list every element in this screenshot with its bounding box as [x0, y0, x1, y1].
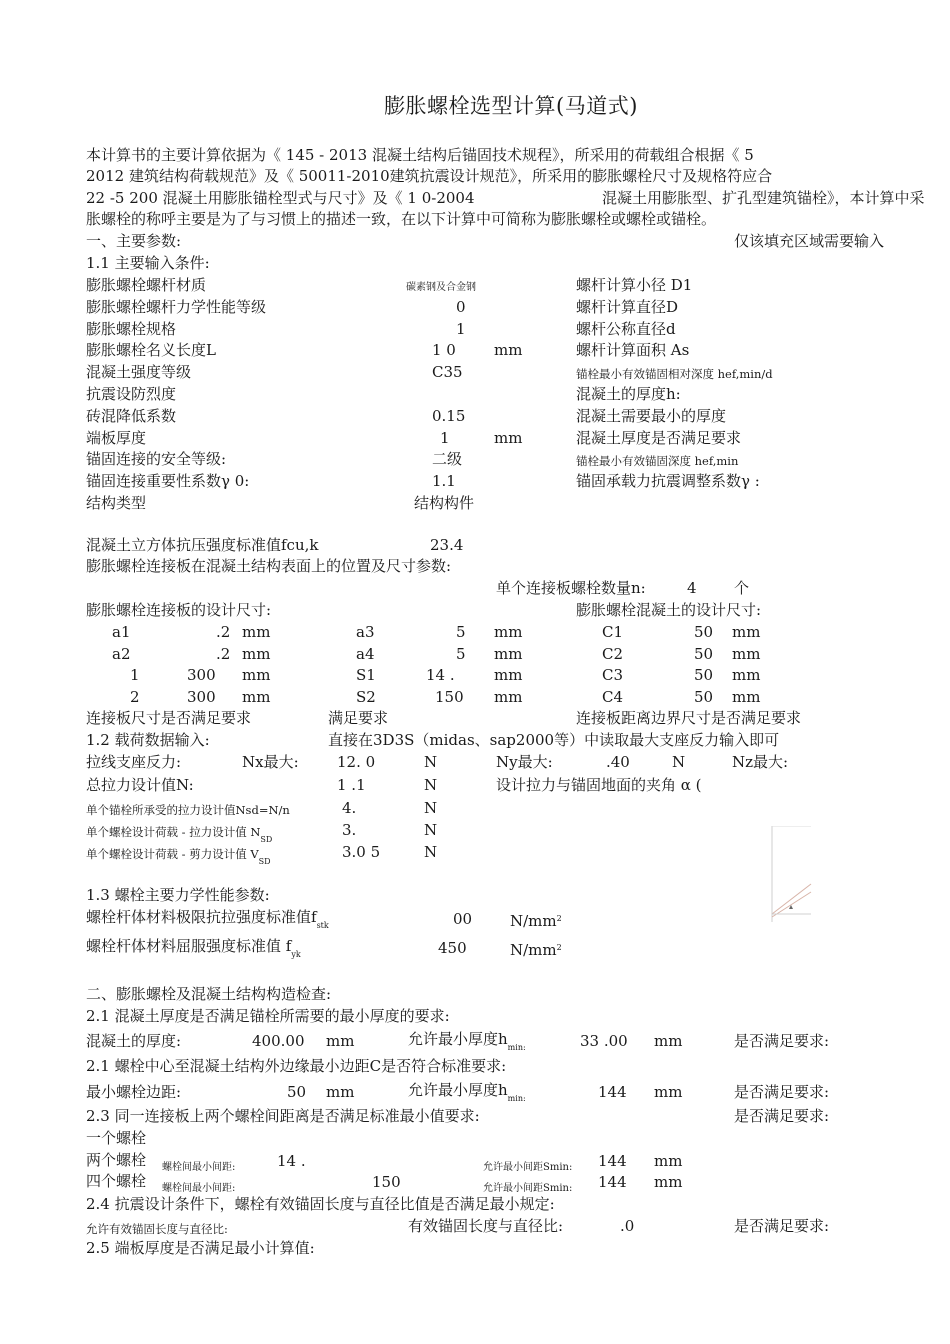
fyk-unit: $N/mm^2$ [510, 941, 562, 959]
dim-unit: mm [732, 623, 761, 641]
allow-edge-value: 144 [598, 1083, 627, 1101]
param-label: 砖混降低系数 [86, 406, 177, 425]
param-label-right: 螺杆计算面积 As [576, 341, 690, 360]
dim-name: S1 [356, 666, 376, 685]
one-bolt-label: 一个螺栓 [86, 1129, 147, 1147]
dim-value[interactable]: 300 [187, 666, 216, 685]
param-label: 抗震设防烈度 [86, 385, 177, 403]
dim-name: 1 [130, 666, 140, 685]
param-label-right: 螺杆计算直径D [576, 297, 679, 316]
load-input-note: 直接在3D3S（midas、sap2000等）中读取最大支座反力输入即可 [328, 731, 780, 749]
subsection-1-2: 1.2 载荷数据输入: [86, 731, 210, 749]
dim-name: 2 [130, 687, 140, 706]
ny-unit: N [672, 753, 686, 771]
dim-value[interactable]: .2 [216, 623, 231, 641]
two-bolt-smin-label: 允许最小间距Smin: [483, 1162, 573, 1173]
subsection-2-5: 2.5 端板厚度是否满足最小计算值: [86, 1239, 315, 1257]
subsection-2-4: 2.4 抗震设计条件下，螺栓有效锚固长度与直径比值是否满足最小规定: [86, 1195, 555, 1213]
section-1-heading: 一、主要参数: [86, 232, 182, 250]
dim-name: C4 [602, 687, 624, 706]
dim-unit: mm [494, 644, 523, 663]
design-shear-label: 单个螺栓设计荷载 - 剪力设计值 $V_{SD}$ [86, 847, 271, 866]
param-label-right: 混凝土需要最小的厚度 [576, 406, 727, 425]
dim-name: C2 [602, 644, 624, 663]
dim-value[interactable]: 150 [435, 687, 464, 706]
fyk-label: 螺栓杆体材料屈服强度标准值 $f_{yk}$ [86, 937, 301, 959]
edge-ok-check-label: 是否满足要求: [734, 1083, 830, 1101]
fstk-unit: $N/mm^2$ [510, 912, 562, 930]
four-bolt-spacing-label: 螺栓间最小间距: [162, 1183, 236, 1194]
page-title: 膨胀螺栓选型计算(马道式) [384, 94, 638, 118]
param-unit: mm [494, 428, 523, 447]
thickness-ok-label: 是否满足要求: [734, 1032, 830, 1050]
dim-unit: mm [732, 666, 761, 685]
dim-value[interactable]: 50 [694, 623, 714, 641]
section-2-heading: 二、膨胀螺栓及混凝土结构构造检查: [86, 985, 332, 1003]
dim-value[interactable]: 50 [694, 687, 714, 706]
ny-label: Ny最大: [496, 753, 553, 771]
param-label-right: 锚栓最小有效锚固相对深度 hef,min/d [576, 367, 773, 382]
subsection-1-3: 1.3 螺栓主要力学性能参数: [86, 886, 270, 904]
reaction-label: 拉线支座反力: [86, 753, 182, 771]
nx-unit: N [424, 753, 438, 771]
design-tension-unit: N [424, 821, 438, 839]
param-label-right: 混凝土厚度是否满足要求 [576, 428, 742, 447]
angle-label: 设计拉力与锚固地面的夹角 α ( [496, 776, 702, 794]
dim-value[interactable]: 5 [456, 644, 466, 663]
concrete-thickness-value: 400.00 [252, 1032, 305, 1050]
dim-name: C1 [602, 623, 624, 641]
dim-value[interactable]: 5 [456, 623, 466, 641]
two-bolt-label: 两个螺栓 [86, 1151, 147, 1169]
subsection-2-2: 2.1 螺栓中心至混凝土结构外边缘最小边距C是否符合标准要求: [86, 1057, 507, 1075]
plate-dim-label: 膨胀螺栓连接板的设计尺寸: [86, 601, 272, 619]
dim-name: S2 [356, 687, 376, 706]
fcu-value[interactable]: 23.4 [430, 536, 464, 554]
plate-position-label: 膨胀螺栓连接板在混凝土结构表面上的位置及尺寸参数: [86, 557, 452, 575]
dim-unit: mm [242, 623, 271, 641]
dim-unit: mm [494, 666, 523, 685]
param-label: 锚固连接重要性系数γ 0: [86, 472, 250, 491]
dim-unit: mm [242, 644, 271, 663]
two-bolt-smin-unit: mm [654, 1152, 683, 1170]
param-value[interactable]: 二级 [432, 450, 463, 469]
param-value[interactable]: 结构构件 [414, 494, 475, 512]
concrete-thickness-label: 混凝土的厚度: [86, 1032, 182, 1050]
param-label-right: 混凝土的厚度h: [576, 385, 681, 403]
min-edge-unit: mm [326, 1083, 355, 1101]
dim-unit: mm [242, 687, 271, 706]
intro-line-4: 胀螺栓的称呼主要是为了与习惯上的描述一致，在以下计算中可简称为膨胀螺栓或螺栓或锚栓。 [86, 210, 717, 228]
dim-unit: mm [732, 687, 761, 706]
param-label: 膨胀螺栓规格 [86, 319, 177, 338]
ratio-value: .0 [620, 1217, 635, 1235]
intro-line-2: 2012 建筑结构荷载规范》及《 50011-2010建筑抗震设计规范》，所采用的膨胀螺栓尺寸及规格符应合 [86, 167, 773, 185]
plate-ok-value: 满足要求 [328, 709, 389, 727]
param-label: 膨胀螺栓螺杆材质 [86, 276, 207, 294]
min-thickness-label: 允许最小厚度$h_{min:}$ [408, 1030, 526, 1052]
param-label-right: 螺杆计算小径 D1 [576, 276, 693, 294]
intro-line-3a: 22 -5 200 混凝土用膨胀锚栓型式与尺寸》及《 1 0-2004 [86, 189, 475, 207]
angle-diagram [771, 826, 813, 922]
min-edge-value: 50 [287, 1083, 307, 1101]
edge-ok-label: 连接板距离边界尺寸是否满足要求 [576, 709, 802, 727]
dim-name: a3 [356, 623, 375, 641]
total-tension-unit: N [424, 776, 438, 794]
param-value[interactable]: 1 [456, 319, 466, 338]
input-note: 仅该填充区域需要输入 [734, 232, 885, 250]
param-label-right: 锚固承载力抗震调整系数γ : [576, 472, 760, 491]
dim-name: C3 [602, 666, 624, 685]
two-bolt-spacing-value: 14 . [277, 1152, 306, 1170]
intro-line-1: 本计算书的主要计算依据为《 145 - 2013 混凝土结构后锚固技术规程》，所采用的荷载组合根据《 5 [86, 146, 754, 164]
param-value[interactable]: C35 [432, 363, 463, 382]
four-bolt-smin-unit: mm [654, 1173, 683, 1191]
dim-value[interactable]: 50 [694, 644, 714, 663]
allow-edge-unit: mm [654, 1083, 683, 1101]
dim-value[interactable]: .2 [216, 644, 231, 663]
four-bolt-spacing-value: 150 [372, 1173, 401, 1191]
param-value[interactable]: 1.1 [432, 472, 456, 491]
intro-line-3b: 混凝土用膨胀型、扩孔型建筑锚栓》，本计算中采 [602, 189, 925, 207]
nx-label: Nx最大: [242, 753, 299, 771]
fstk-value: 00 [453, 910, 473, 928]
param-label-right: 锚栓最小有效锚固深度 hef,min [576, 454, 739, 469]
min-edge-label: 最小螺栓边距: [86, 1083, 182, 1101]
bolt-count-label: 单个连接板螺栓数量n: [496, 579, 646, 597]
nx-value[interactable]: 12. 0 [337, 753, 376, 771]
bolt-count-unit: 个 [734, 579, 750, 597]
nsd-value: 4. [342, 799, 357, 817]
dim-value[interactable]: 50 [694, 666, 714, 685]
fstk-label: 螺栓杆体材料极限抗拉强度标准值$f_{stk}$ [86, 908, 329, 930]
ratio-label: 有效锚固长度与直径比: [408, 1217, 564, 1235]
param-label: 端板厚度 [86, 428, 147, 447]
two-bolt-spacing-label: 螺栓间最小间距: [162, 1162, 236, 1173]
param-value[interactable]: 1 [440, 428, 450, 447]
total-tension-value: 1 .1 [337, 776, 366, 794]
param-label: 结构类型 [86, 494, 147, 512]
param-value[interactable]: 0.15 [432, 406, 466, 425]
concrete-dim-label: 膨胀螺栓混凝土的设计尺寸: [576, 601, 762, 619]
nsd-unit: N [424, 799, 438, 817]
four-bolt-label: 四个螺栓 [86, 1172, 147, 1190]
nsd-label: 单个锚栓所承受的拉力设计值Nsd=N/n [86, 803, 290, 817]
dim-unit: mm [494, 687, 523, 706]
allow-ratio-label: 允许有效锚固长度与直径比: [86, 1222, 228, 1236]
bolt-count-value[interactable]: 4 [687, 579, 697, 597]
nz-label: Nz最大: [732, 753, 789, 771]
two-bolt-smin-value: 144 [598, 1152, 627, 1170]
subsection-1-1: 1.1 主要输入条件: [86, 254, 210, 272]
spacing-ok-label: 是否满足要求: [734, 1107, 830, 1125]
fyk-value: 450 [438, 939, 467, 957]
plate-ok-label: 连接板尺寸是否满足要求 [86, 709, 252, 727]
design-shear-unit: N [424, 843, 438, 861]
param-value[interactable]: 0 [456, 297, 466, 316]
design-tension-value: 3. [342, 821, 357, 839]
fcu-label: 混凝土立方体抗压强度标准值fcu,k [86, 536, 319, 554]
four-bolt-smin-label: 允许最小间距Smin: [483, 1183, 573, 1194]
dim-name: a4 [356, 644, 375, 663]
subsection-2-1: 2.1 混凝土厚度是否满足锚栓所需要的最小厚度的要求: [86, 1007, 450, 1025]
param-label: 锚固连接的安全等级: [86, 450, 227, 469]
param-label: 混凝土强度等级 [86, 363, 192, 382]
param-value[interactable]: 1 0 [432, 341, 456, 360]
total-tension-label: 总拉力设计值N: [86, 776, 194, 794]
dim-name: a1 [112, 623, 131, 641]
dim-value[interactable]: 300 [187, 687, 216, 706]
param-label: 膨胀螺栓螺杆力学性能等级 [86, 297, 267, 316]
dim-unit: mm [732, 644, 761, 663]
allow-edge-label: 允许最小厚度$h_{min:}$ [408, 1081, 526, 1103]
ny-value[interactable]: .40 [606, 753, 630, 771]
subsection-2-3: 2.3 同一连接板上两个螺栓间距离是否满足标准最小值要求: [86, 1107, 480, 1125]
ratio-ok-label: 是否满足要求: [734, 1217, 830, 1235]
dim-unit: mm [494, 623, 523, 641]
four-bolt-smin-value: 144 [598, 1173, 627, 1191]
dim-name: a2 [112, 644, 131, 663]
param-label: 膨胀螺栓名义长度L [86, 341, 216, 360]
min-thickness-unit: mm [654, 1032, 683, 1050]
min-thickness-value: 33 .00 [580, 1032, 628, 1050]
design-shear-value: 3.0 5 [342, 843, 381, 861]
dim-value[interactable]: 14 . [426, 666, 455, 685]
dim-unit: mm [242, 666, 271, 685]
design-tension-label: 单个螺栓设计荷载 - 拉力设计值 $N_{SD}$ [86, 825, 273, 844]
concrete-thickness-unit: mm [326, 1032, 355, 1050]
param-unit: mm [494, 341, 523, 360]
param-label-right: 螺杆公称直径d [576, 319, 676, 338]
param-value[interactable]: 碳素钢及合金钢 [406, 282, 476, 293]
